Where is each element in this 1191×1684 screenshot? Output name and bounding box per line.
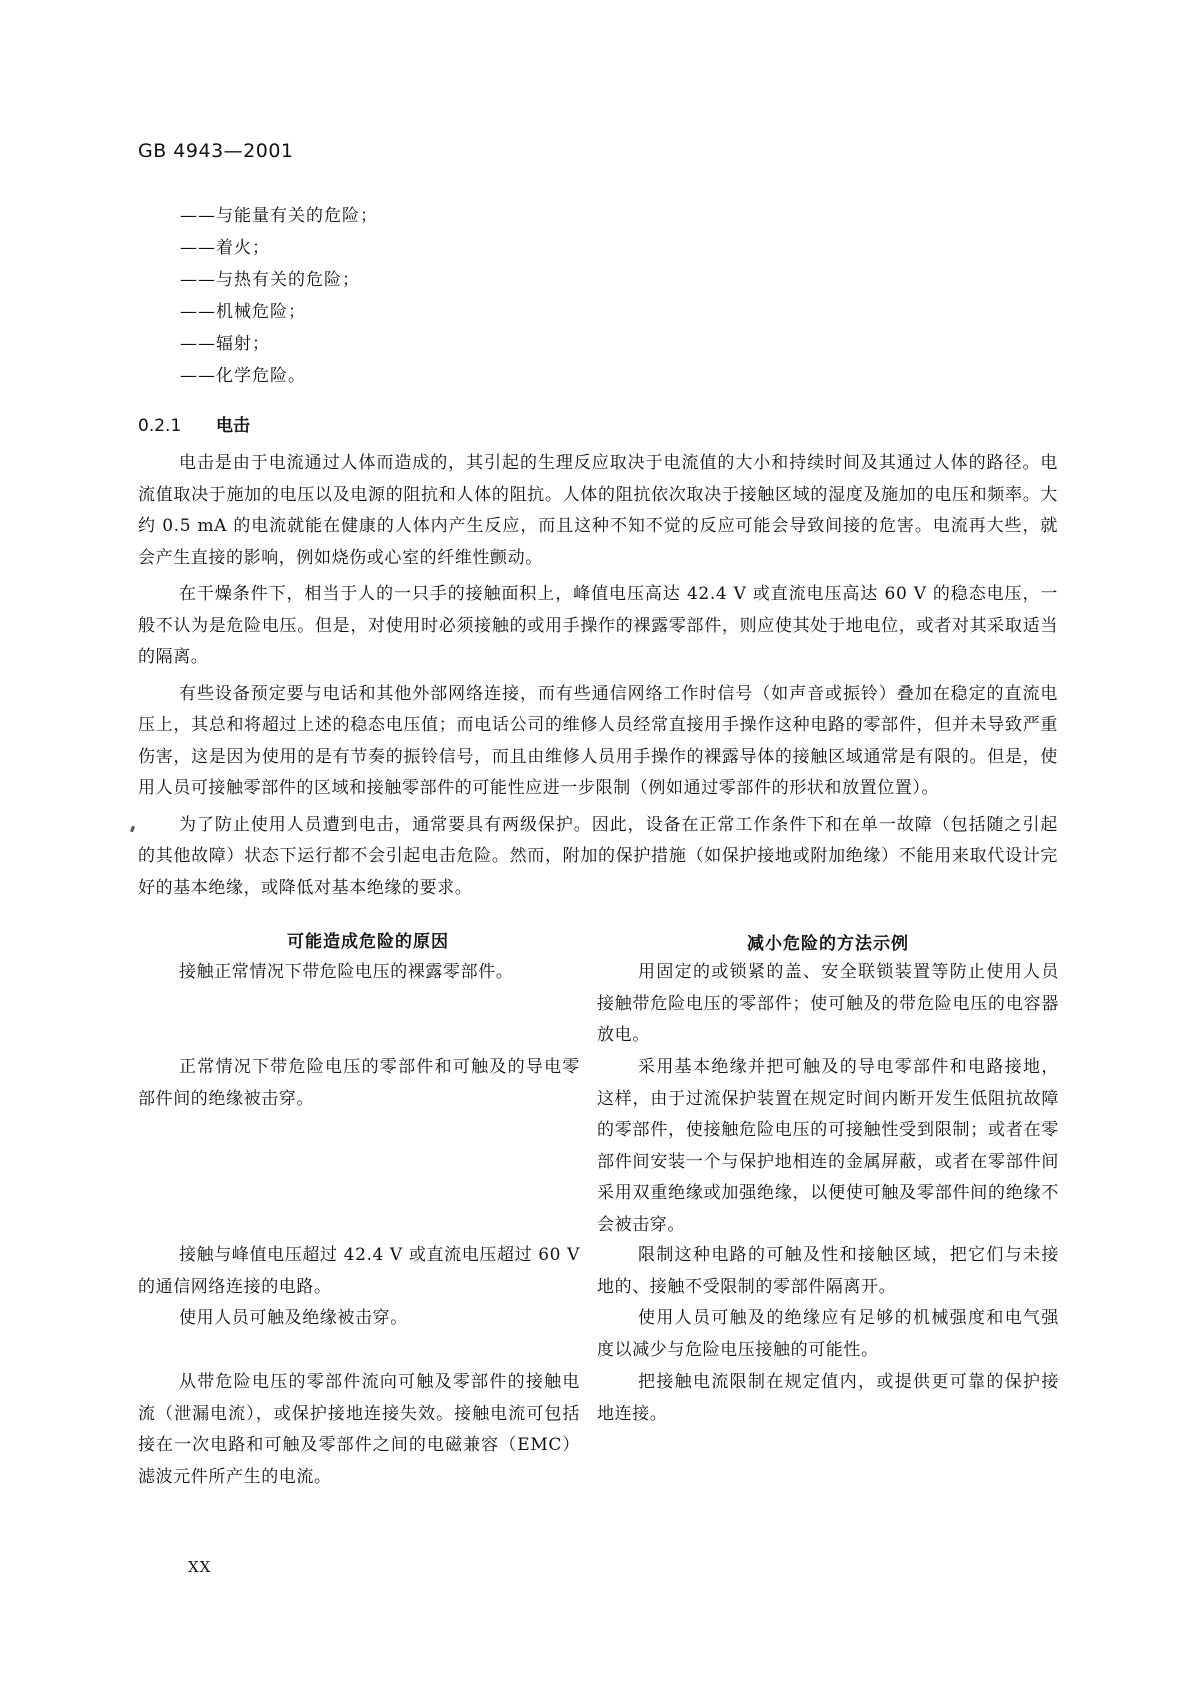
- page-number: XX: [188, 1558, 212, 1576]
- section-number: 0.2.1: [138, 416, 182, 436]
- scan-speck: [130, 826, 135, 833]
- table-cause-cell: 接触与峰值电压超过 42.4 V 或直流电压超过 60 V 的通信网络连接的电路。: [138, 1245, 580, 1297]
- table-right-heading-wrap: [597, 929, 1059, 959]
- table-cause-cell: 使用人员可触及绝缘被击穿。: [179, 1308, 408, 1328]
- table-remedy-cell: 采用基本绝缘并把可触及的导电零部件和电路接地，这样，由于过流保护装置在规定时间内断开发生低阻抗故障的零部件，使接触危险电压的可接触性受到限制；或者在零部件间安装一个与保护地相连的金属屏蔽，或者在零部件间采用双重绝缘或加强绝缘，以便使可触及零部件间的绝缘不会被击穿。: [597, 1057, 1059, 1235]
- section-heading: [138, 411, 250, 436]
- table-left-heading-wrap: [138, 927, 598, 957]
- table-remedy-cell: 把接触电流限制在规定值内，或提供更可靠的保护接地连接。: [597, 1372, 1059, 1424]
- table-remedy-cell: 限制这种电路的可触及性和接触区域，把它们与未接地的、接触不受限制的零部件隔离开。: [597, 1245, 1059, 1297]
- table-cause-cell: 正常情况下带危险电压的零部件和可触及的导电零部件间的绝缘被击穿。: [138, 1057, 580, 1109]
- standard-code: GB 4943—2001: [138, 140, 294, 162]
- hazard-list-item: ——机械危险；: [180, 302, 306, 322]
- hazard-list-item: ——辐射；: [180, 334, 270, 354]
- table-cause-cell: 接触正常情况下带危险电压的裸露零部件。: [179, 962, 514, 982]
- hazard-list-item: ——与能量有关的危险；: [180, 206, 378, 226]
- hazard-list-item: ——着火；: [180, 238, 270, 258]
- hazard-list-item: ——化学危险。: [180, 366, 306, 386]
- paragraph: 为了防止使用人员遭到电击，通常要具有两级保护。因此，设备在正常工作条件下和在单一故障（包括随之引起的其他故障）状态下运行都不会引起电击危险。然而，附加的保护措施（如保护接地或附加绝缘）不能用来取代设计完好的基本绝缘，或降低对基本绝缘的要求。: [138, 814, 1058, 898]
- hazard-list: [180, 200, 378, 392]
- table-right-heading: 减小危险的方法示例: [747, 934, 909, 954]
- table-cause-cell: 从带危险电压的零部件流向可触及零部件的接触电流（泄漏电流），或保护接地连接失效。接触电流可包括接在一次电路和可触及零部件之间的电磁兼容（EMC）滤波元件所产生的电流。: [138, 1372, 580, 1487]
- paragraph: 有些设备预定要与电话和其他外部网络连接，而有些通信网络工作时信号（如声音或振铃）叠加在稳定的直流电压上，其总和将超过上述的稳态电压值；而电话公司的维修人员经常直接用手操作这种电路的零部件，但并未导致严重伤害，这是因为使用的是有节奏的振铃信号，而且由维修人员用手操作的裸露导体的接触区域通常是有限的。但是，使用人员可接触零部件的区域和接触零部件的可能性应进一步限制（例如通过零部件的形状和放置位置）。: [138, 683, 1058, 798]
- paragraph: 电击是由于电流通过人体而造成的，其引起的生理反应取决于电流值的大小和持续时间及其通过人体的路径。电流值取决于施加的电压以及电源的阻抗和人体的阻抗。人体的阻抗依次取决于接触区域的湿度及施加的电压和频率。大约 0.5 mA 的电流就能在健康的人体内产生反应，而且这种不知不觉的反应可能会导致间接的危害。电流再大些，就会产生直接的影响，例如烧伤或心室的纤维性颤动。: [138, 453, 1058, 568]
- body-text: [138, 448, 1058, 909]
- paragraph: 在干燥条件下，相当于人的一只手的接触面积上，峰值电压高达 42.4 V 或直流电压高达 60 V 的稳态电压，一般不认为是危险电压。但是，对使用时必须接触的或用手操作的裸露零部件，则应使其处于地电位，或者对其采取适当的隔离。: [138, 584, 1058, 667]
- table-remedy-cell: 使用人员可触及的绝缘应有足够的机械强度和电气强度以减少与危险电压接触的可能性。: [597, 1308, 1059, 1360]
- section-title: 电击: [216, 416, 250, 436]
- table-remedy-cell: 用固定的或锁紧的盖、安全联锁装置等防止使用人员接触带危险电压的零部件；使可触及的带危险电压的电容器放电。: [597, 962, 1059, 1045]
- table-left-heading: 可能造成危险的原因: [287, 932, 449, 952]
- hazard-list-item: ——与热有关的危险；: [180, 270, 360, 290]
